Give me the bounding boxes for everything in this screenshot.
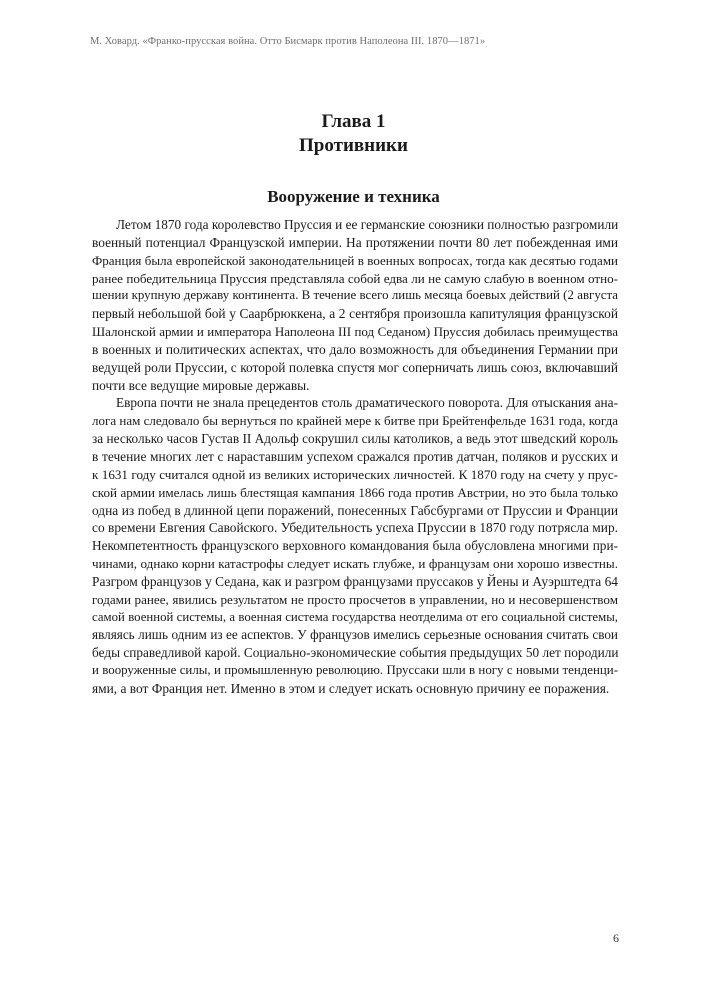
text-line: в течение многих лет с нараставшим успехом сражался против датчан, поляков и русских и [92, 448, 618, 464]
running-header: М. Ховард. «Франко-прусская война. Отто Бисмарк против Наполеона III. 1870—1871» [90, 36, 486, 47]
text-line: являясь лишь одним из ее аспектов. У французов имелись серьезные основания считать свои [92, 627, 618, 643]
text-line: Европа почти не знала прецедентов столь драматического поворота. Для отыскания ана- [116, 395, 618, 411]
text-line: беды справедливой карой. Социально-экономические события предыдущих 50 лет породили [92, 645, 619, 661]
paragraph [92, 394, 618, 697]
text-line: к 1631 году считался одной из великих исторических личностей. К 1870 году на счету у прус- [92, 466, 618, 482]
text-line: одна из побед в длинной цепи поражений, понесенных Габсбургами от Пруссии и Франции [92, 502, 618, 518]
text-line: военный потенциал Французской империи. На протяжении почти 80 лет побежденная ими [92, 234, 618, 250]
text-line: Шалонской армии и императора Наполеона III под Седаном) Пруссия добилась преимущества [92, 324, 618, 340]
text-line: почти все ведущие мировые державы. [92, 377, 310, 393]
text-line: со времени Евгения Савойского. Убедительность успеха Пруссии в 1870 году потрясла мир. [92, 520, 618, 536]
body-text [92, 216, 618, 698]
text-line: годами ранее, явились результатом не просто просчетов в управлении, но и несовершенством [92, 591, 618, 607]
text-line: лога нам следовало бы вернуться по крайней мере к битве при Брейтенфельде 1631 года, когда [92, 413, 618, 429]
chapter-heading [0, 110, 707, 158]
text-line: самой военной системы, а военная система государства неотделима от его социальной системы, [92, 609, 618, 624]
text-line: чинами, однако корни катастрофы следует искать глубже, и французам они хорошо известны. [92, 556, 618, 572]
text-line: за несколько часов Густав II Адольф сокрушил силы католиков, а ведь этот шведский король [92, 431, 618, 447]
text-line: первый небольшой бой у Саарбрюккена, а 2 сентября произошла капитуляция французской [92, 306, 618, 322]
chapter-number: Глава 1 [321, 111, 386, 132]
text-line: в военных и политических аспектах, что дало возможность для объединения Германии при [92, 341, 618, 357]
text-line: Разгром французов у Седана, как и разгром французами пруссаков у Йены и Ауэрштедта 64 [92, 573, 618, 589]
text-line: шении крупную державу континента. В течение всего лишь месяца боевых действий (2 августа [92, 288, 618, 303]
text-line: ской армии имелась лишь блестящая кампания 1866 года против Австрии, но это была только [92, 484, 618, 500]
text-line: ведущей роли Пруссии, с которой полевка спустя мог соперничать лишь союз, включавший [92, 359, 618, 375]
chapter-title: Противники [299, 135, 408, 156]
text-line: ранее победительница Пруссия представляла собой едва ли не самую слабую в военном отно- [92, 270, 618, 286]
text-line: Некомпетентность французского верховного командования была обусловлена многими при- [92, 538, 618, 554]
text-line: Летом 1870 года королевство Пруссия и ее германские союзники полностью разгромили [116, 217, 619, 232]
text-line: и вооруженные силы, и промышленную революцию. Пруссаки шли в ногу с новыми тенденци- [92, 663, 618, 678]
page-number: 6 [613, 931, 619, 945]
text-line: ями, а вот Франция нет. Именно в этом и следует искать основную причину ее поражения. [92, 680, 610, 696]
section-title: Вооружение и техника [267, 187, 440, 206]
paragraph [92, 216, 618, 394]
text-line: Франция была европейской законодательницей в военных вопросах, тогда как десятью годами [92, 252, 618, 268]
